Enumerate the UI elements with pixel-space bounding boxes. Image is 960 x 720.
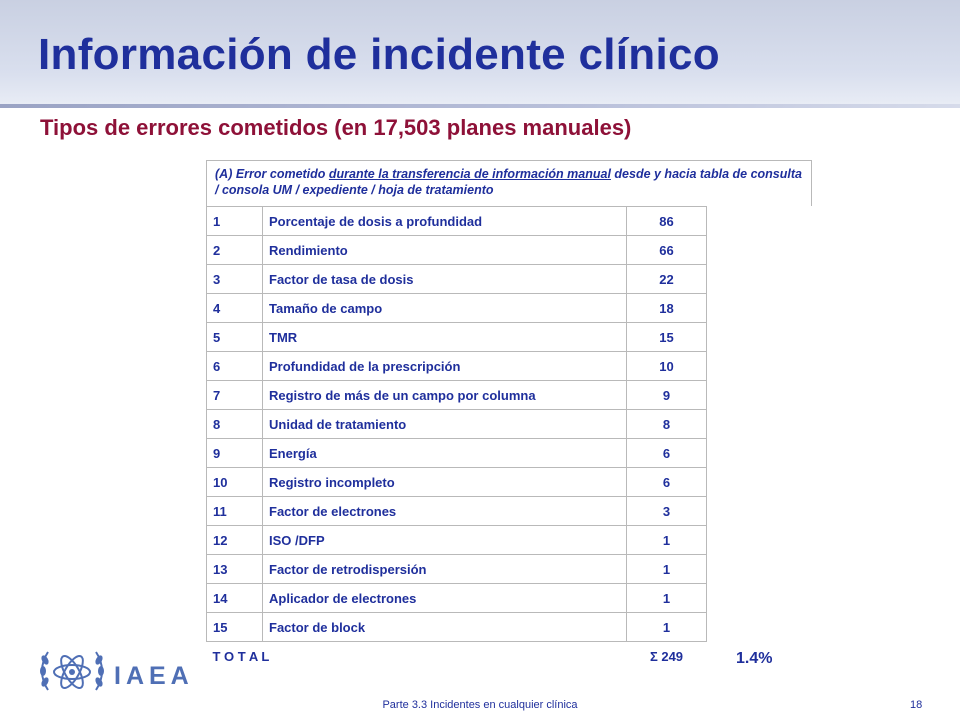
row-count: 6 bbox=[627, 468, 707, 497]
row-description: Factor de block bbox=[263, 613, 627, 642]
row-description: Tamaño de campo bbox=[263, 294, 627, 323]
title-band-divider bbox=[0, 104, 960, 108]
row-description: Rendimiento bbox=[263, 236, 627, 265]
row-description: TMR bbox=[263, 323, 627, 352]
total-label: T O T A L bbox=[212, 648, 270, 664]
row-count: 15 bbox=[627, 323, 707, 352]
table-header bbox=[206, 160, 812, 206]
table-row bbox=[207, 294, 707, 323]
table-row bbox=[207, 468, 707, 497]
table-row bbox=[207, 555, 707, 584]
header-prefix: (A) Error cometido bbox=[215, 167, 329, 181]
row-description: Unidad de tratamiento bbox=[263, 410, 627, 439]
row-number: 10 bbox=[207, 468, 263, 497]
row-number: 12 bbox=[207, 526, 263, 555]
row-count: 1 bbox=[627, 584, 707, 613]
row-number: 8 bbox=[207, 410, 263, 439]
header-suffix: desde y hacia tabla de consulta / consola UM / expediente / hoja de tratamiento bbox=[215, 167, 802, 197]
row-number: 7 bbox=[207, 381, 263, 410]
row-number: 5 bbox=[207, 323, 263, 352]
row-number: 2 bbox=[207, 236, 263, 265]
row-description: Factor de retrodispersión bbox=[263, 555, 627, 584]
iaea-logo-text: IAEA bbox=[114, 662, 194, 690]
row-number: 15 bbox=[207, 613, 263, 642]
table-row bbox=[207, 526, 707, 555]
row-count: 86 bbox=[627, 207, 707, 236]
row-description: Energía bbox=[263, 439, 627, 468]
total-row bbox=[207, 642, 707, 671]
table-row bbox=[207, 584, 707, 613]
total-value: Σ 249 bbox=[649, 648, 684, 664]
table-row bbox=[207, 236, 707, 265]
row-description: ISO /DFP bbox=[263, 526, 627, 555]
row-description: Registro incompleto bbox=[263, 468, 627, 497]
row-count: 9 bbox=[627, 381, 707, 410]
row-count: 3 bbox=[627, 497, 707, 526]
table-row bbox=[207, 323, 707, 352]
row-count: 8 bbox=[627, 410, 707, 439]
row-count: 22 bbox=[627, 265, 707, 294]
page-subtitle: Tipos de errores cometidos (en 17,503 planes manuales) bbox=[40, 115, 632, 140]
row-count: 1 bbox=[627, 613, 707, 642]
table-row bbox=[207, 265, 707, 294]
row-number: 6 bbox=[207, 352, 263, 381]
page-number: 18 bbox=[910, 699, 923, 711]
row-number: 9 bbox=[207, 439, 263, 468]
row-description: Factor de electrones bbox=[263, 497, 627, 526]
table-row bbox=[207, 410, 707, 439]
table-row bbox=[207, 613, 707, 642]
table-row bbox=[207, 352, 707, 381]
table-row bbox=[207, 497, 707, 526]
row-count: 10 bbox=[627, 352, 707, 381]
row-count: 1 bbox=[627, 555, 707, 584]
error-types-table bbox=[206, 160, 812, 671]
row-count: 1 bbox=[627, 526, 707, 555]
row-count: 6 bbox=[627, 439, 707, 468]
row-number: 13 bbox=[207, 555, 263, 584]
row-count: 18 bbox=[627, 294, 707, 323]
page-title: Información de incidente clínico bbox=[38, 30, 720, 79]
row-count: 66 bbox=[627, 236, 707, 265]
row-number: 4 bbox=[207, 294, 263, 323]
row-number: 14 bbox=[207, 584, 263, 613]
row-number: 3 bbox=[207, 265, 263, 294]
row-number: 11 bbox=[207, 497, 263, 526]
row-description: Porcentaje de dosis a profundidad bbox=[263, 207, 627, 236]
row-description: Profundidad de la prescripción bbox=[263, 352, 627, 381]
footer-text: Parte 3.3 Incidentes en cualquier clínica bbox=[382, 699, 578, 711]
atom-laurel-icon bbox=[38, 640, 106, 704]
table-row bbox=[207, 207, 707, 236]
row-description: Registro de más de un campo por columna bbox=[263, 381, 627, 410]
table-row bbox=[207, 381, 707, 410]
row-number: 1 bbox=[207, 207, 263, 236]
row-description: Aplicador de electrones bbox=[263, 584, 627, 613]
error-percentage: 1.4% bbox=[736, 650, 773, 667]
header-underlined: durante la transferencia de información manual bbox=[328, 167, 611, 181]
table-row bbox=[207, 439, 707, 468]
row-description: Factor de tasa de dosis bbox=[263, 265, 627, 294]
error-table-body bbox=[206, 206, 707, 671]
